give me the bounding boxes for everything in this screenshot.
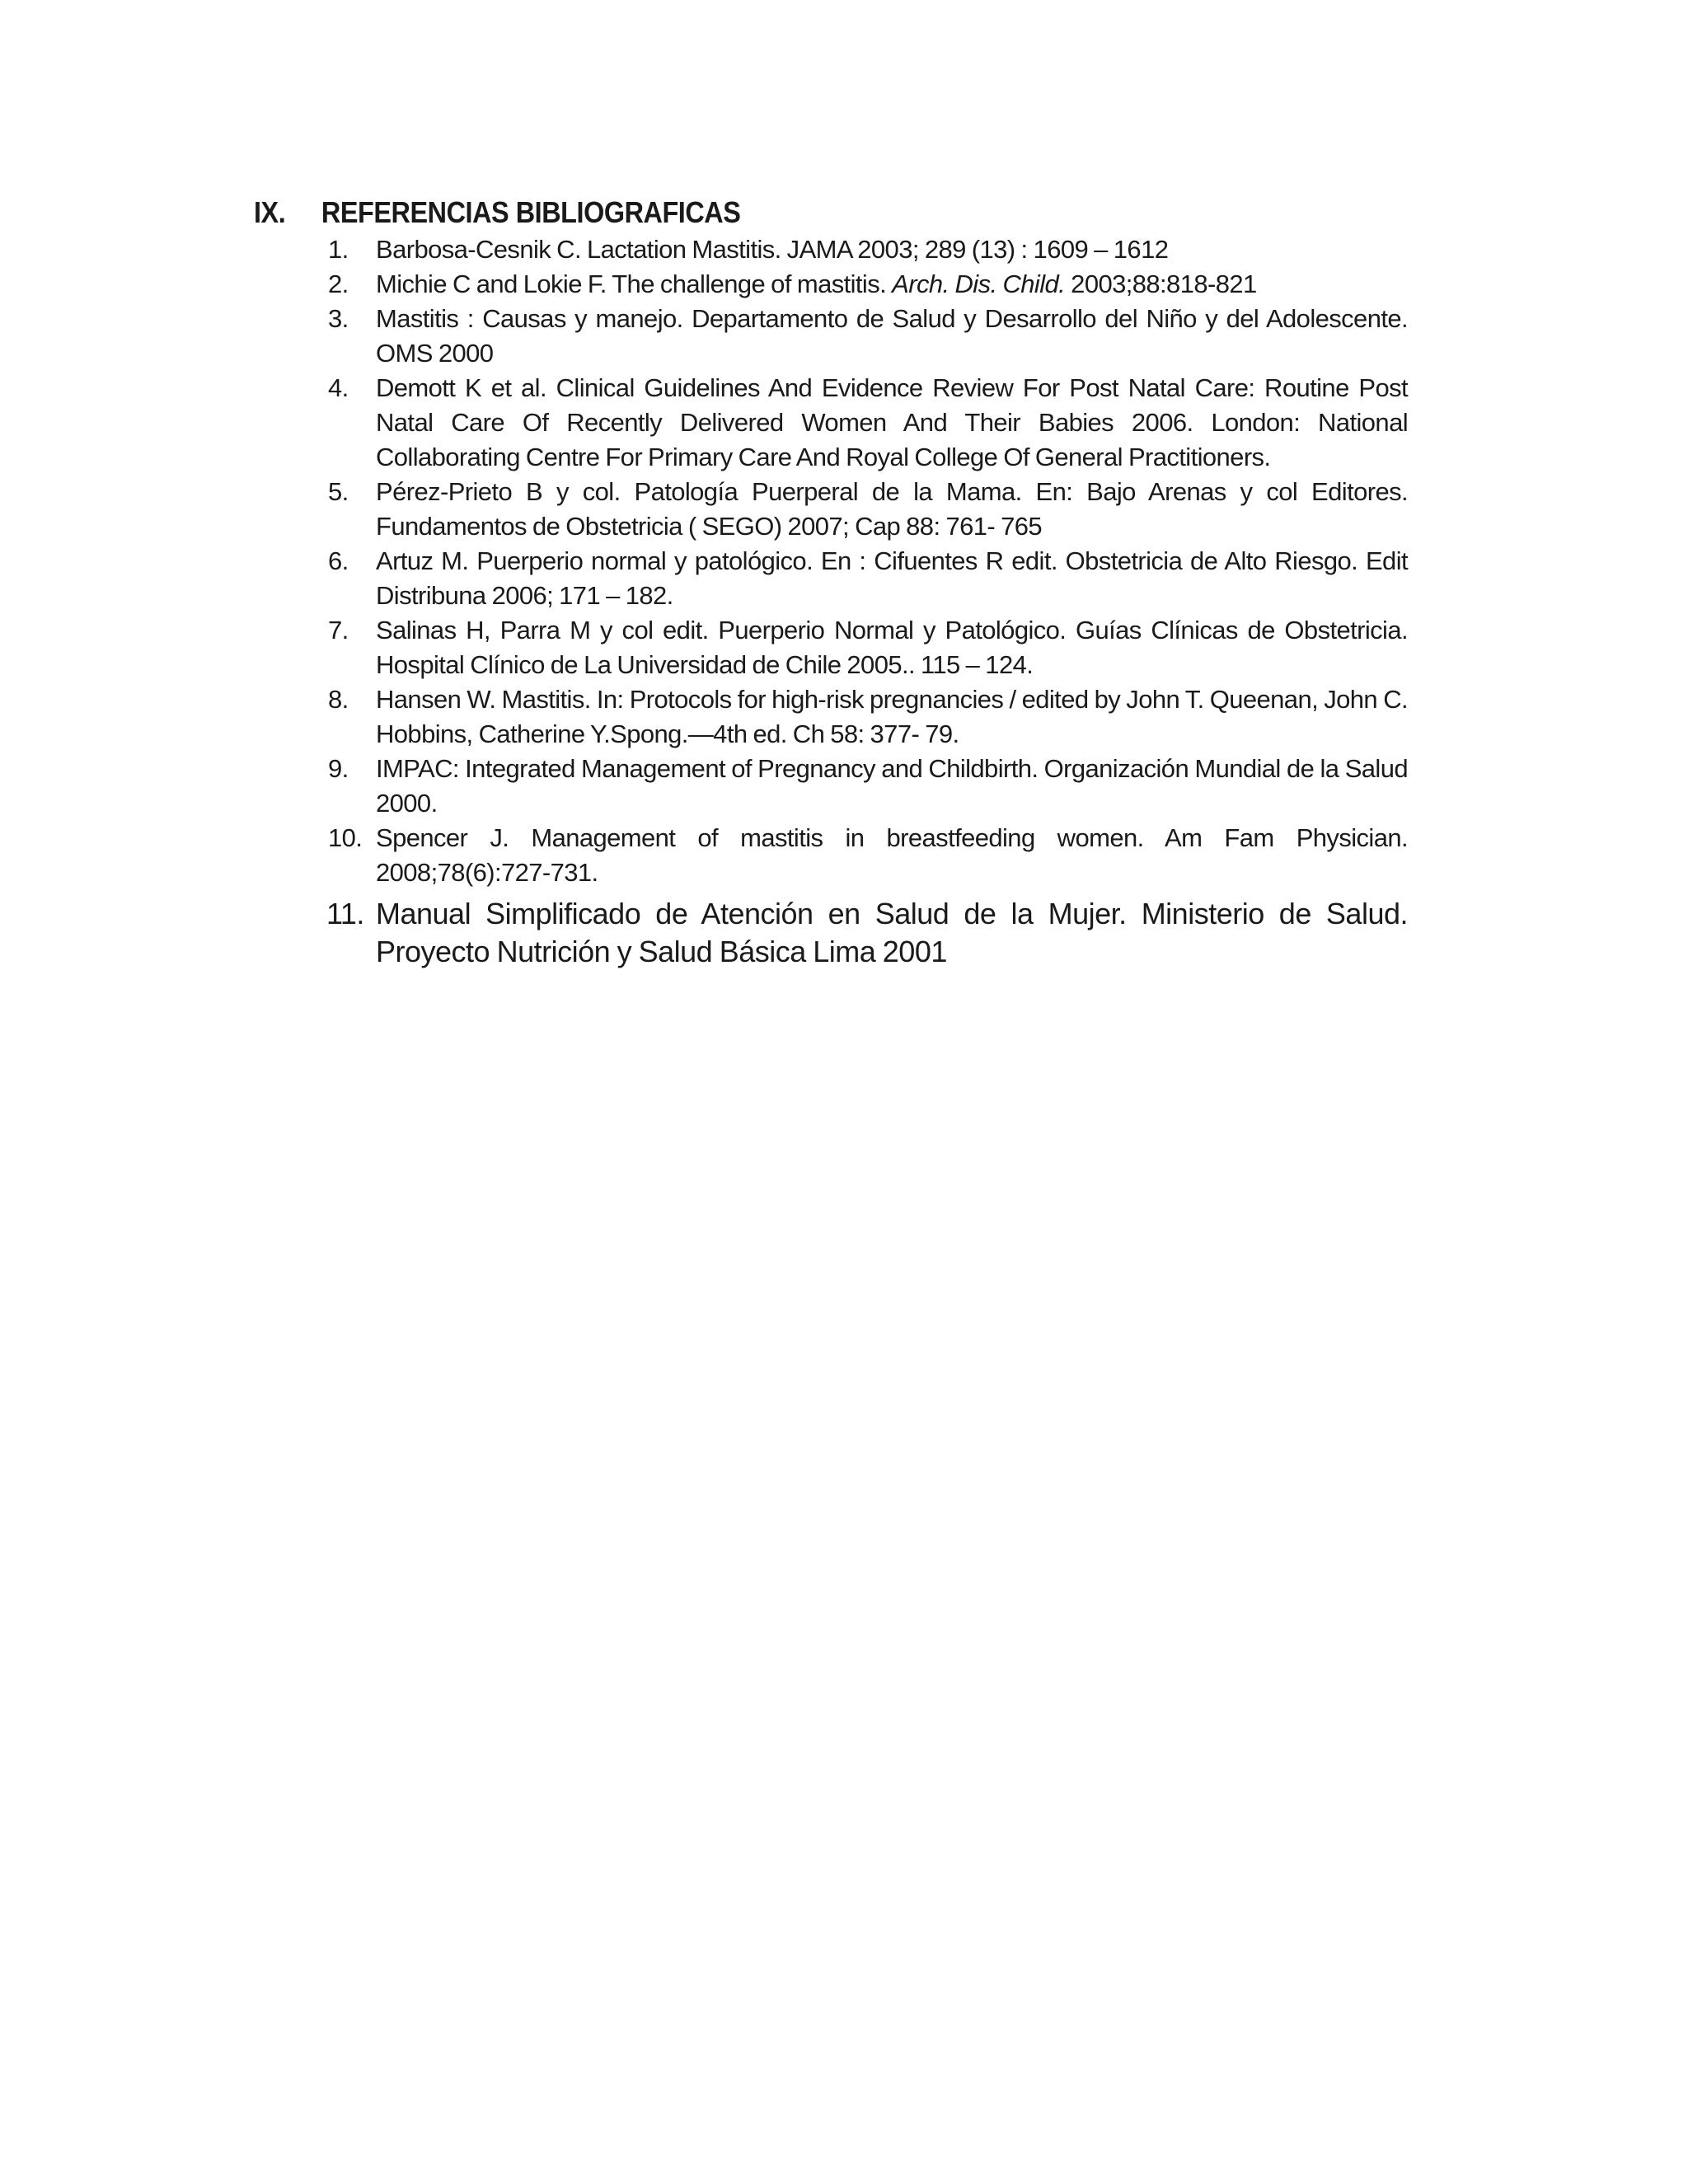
reference-text-start: Michie C and Lokie F. The challenge of mastitis. — [376, 269, 893, 298]
reference-item — [328, 475, 1408, 544]
reference-text — [376, 267, 1408, 302]
reference-item — [328, 821, 1408, 890]
section-title: REFERENCIAS BIBLIOGRAFICAS — [321, 195, 741, 229]
reference-item — [328, 752, 1408, 821]
reference-text: Hansen W. Mastitis. In: Protocols for high-risk pregnancies / edited by John T. Queenan, John C. Hobbins, Catherine Y.Spong.—4th ed. Ch 58: 377- 79. — [376, 685, 1408, 748]
reference-text: Demott K et al. Clinical Guidelines And Evidence Review For Post Natal Care: Routine Post Natal Care Of Recently Delivered Women And Their Babies 2006. London: National Collaborating Centre For Primary Care And Royal College Of General Practitioners. — [376, 373, 1408, 471]
reference-number: 9. — [328, 754, 349, 783]
reference-text: Pérez-Prieto B y col. Patología Puerperal de la Mama. En: Bajo Arenas y col Editores. Fundamentos de Obstetricia ( SEGO) 2007; Cap 88: 761- 765 — [376, 477, 1408, 541]
reference-number: 5. — [328, 477, 349, 506]
reference-number: 1. — [328, 235, 349, 264]
reference-text: Barbosa-Cesnik C. Lactation Mastitis. JAMA 2003; 289 (13) : 1609 – 1612 — [376, 235, 1169, 264]
reference-number: 3. — [328, 304, 349, 333]
reference-item — [328, 613, 1408, 682]
section-number: IX. — [254, 195, 286, 229]
reference-number: 8. — [328, 685, 349, 714]
reference-item — [328, 895, 1408, 971]
reference-number: 2. — [328, 269, 349, 298]
reference-number: 4. — [328, 373, 349, 402]
reference-text: IMPAC: Integrated Management of Pregnancy and Childbirth. Organización Mundial de la Salud 2000. — [376, 754, 1408, 818]
reference-number: 10. — [328, 823, 363, 852]
reference-item — [328, 267, 1408, 302]
reference-number: 11. — [326, 897, 364, 930]
reference-list — [328, 232, 1408, 971]
reference-text: Artuz M. Puerperio normal y patológico. En : Cifuentes R edit. Obstetricia de Alto Riesgo. Edit Distribuna 2006; 171 – 182. — [376, 546, 1408, 610]
reference-text-end: 2003;88:818-821 — [1065, 269, 1257, 298]
journal-title: Arch. Dis. Child. — [892, 269, 1066, 298]
reference-text: Salinas H, Parra M y col edit. Puerperio Normal y Patológico. Guías Clínicas de Obstetricia. Hospital Clínico de La Universidad de Chile 2005.. 115 – 124. — [376, 616, 1408, 679]
reference-number: 7. — [328, 616, 349, 644]
reference-text: Spencer J. Management of mastitis in breastfeeding women. Am Fam Physician. 2008;78(6):727-731. — [376, 823, 1408, 887]
reference-item — [328, 302, 1408, 371]
reference-item — [328, 682, 1408, 752]
reference-text: Mastitis : Causas y manejo. Departamento de Salud y Desarrollo del Niño y del Adolescente. OMS 2000 — [376, 304, 1408, 368]
reference-item — [328, 232, 1408, 267]
reference-text: Manual Simplificado de Atención en Salud de la Mujer. Ministerio de Salud. Proyecto Nutrición y Salud Básica Lima 2001 — [376, 897, 1408, 968]
reference-number: 6. — [328, 546, 349, 575]
reference-item — [328, 371, 1408, 475]
section-heading — [254, 193, 1307, 232]
reference-item — [328, 544, 1408, 613]
